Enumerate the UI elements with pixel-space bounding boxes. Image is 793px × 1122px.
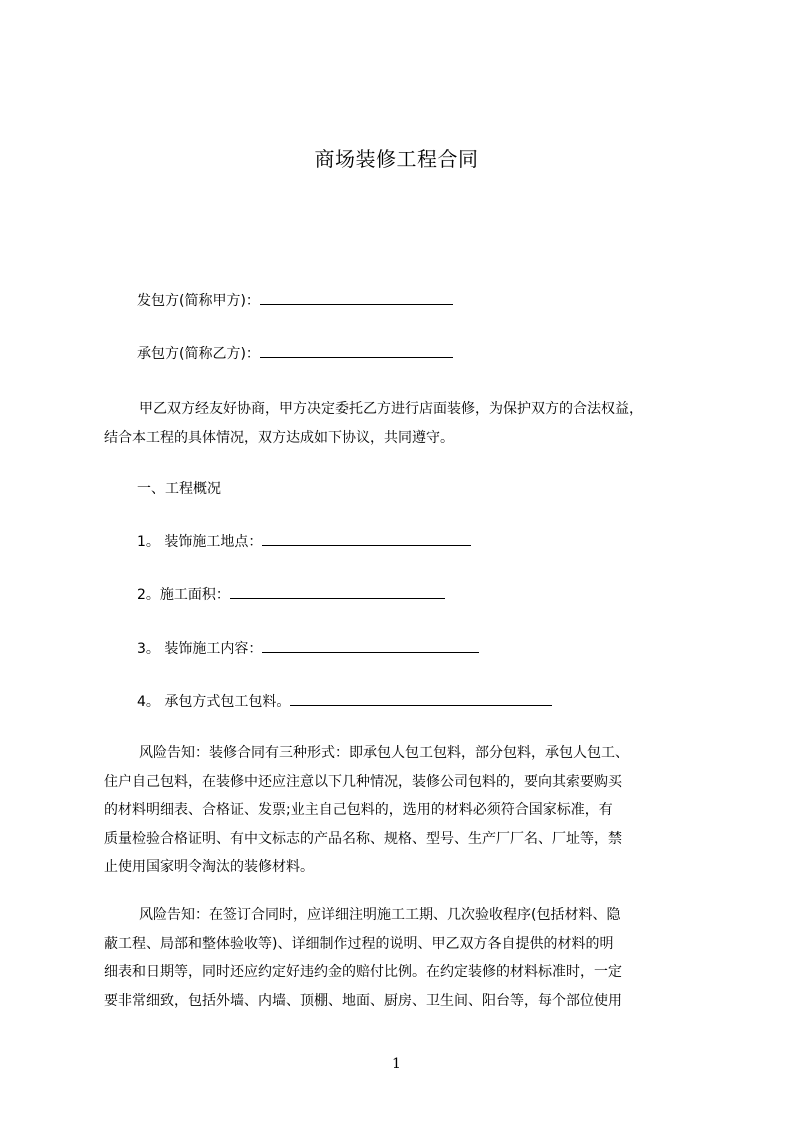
section-heading: 一、工程概况: [137, 481, 221, 497]
item-blank: [262, 533, 471, 546]
risk-line: 蔽工程、局部和整体验收等)、详细制作过程的说明、甲乙双方各自提供的材料的明: [104, 935, 614, 952]
item-label: 3。 装饰施工内容：: [137, 641, 263, 657]
item-content: [137, 640, 479, 658]
item-label: 4。 承包方式包工包料。: [137, 694, 291, 710]
party-a-line: [137, 292, 453, 310]
item-label: 1。 装饰施工地点：: [137, 534, 263, 550]
intro-paragraph: [104, 395, 700, 452]
party-a-label: 发包方(简称甲方)：: [137, 293, 260, 309]
risk-line: 要非常细致，包括外墙、内墙、顶棚、地面、厨房、卫生间、阳台等，每个部位使用: [104, 992, 622, 1009]
party-b-blank: [260, 345, 453, 358]
risk-line: 细表和日期等，同时还应约定好违约金的赔付比例。在约定装修的材料标准时，一定: [104, 964, 622, 980]
risk-line: 住户自己包料，在装修中还应注意以下几种情况，装修公司包料的，要向其索要购买: [104, 773, 622, 790]
risk-notice-1: [104, 739, 700, 882]
page-number: 1: [392, 1056, 401, 1072]
intro-line: 甲乙双方经友好协商，甲方决定委托乙方进行店面装修，为保护双方的合法权益，: [139, 401, 643, 417]
risk-line: 止使用国家明令淘汰的装修材料。: [104, 859, 314, 875]
item-label: 2。施工面积：: [137, 587, 230, 603]
item-blank: [262, 640, 479, 653]
intro-line: 结合本工程的具体情况，双方达成如下协议，共同遵守。: [104, 429, 454, 446]
party-b-label: 承包方(简称乙方)：: [137, 346, 260, 362]
risk-line: 的材料明细表、合格证、发票;业主自己包料的，选用的材料必须符合国家标准，有: [104, 802, 613, 818]
risk-notice-2: [104, 901, 700, 1015]
item-location: [137, 533, 471, 551]
risk-line: 风险告知：在签订合同时，应详细注明施工工期、几次验收程序(包括材料、隐: [139, 907, 621, 923]
party-a-blank: [260, 292, 453, 305]
page-title: 商场装修工程合同: [314, 147, 479, 171]
risk-line: 质量检验合格证明、有中文标志的产品名称、规格、型号、生产厂厂名、厂址等，禁: [104, 830, 622, 847]
item-area: [137, 586, 445, 604]
risk-line: 风险告知：装修合同有三种形式：即承包人包工包料，部分包料，承包人包工、: [139, 745, 629, 761]
item-blank: [290, 693, 552, 706]
party-b-line: [137, 345, 453, 363]
item-blank: [230, 586, 445, 599]
item-contract-type: [137, 693, 552, 711]
